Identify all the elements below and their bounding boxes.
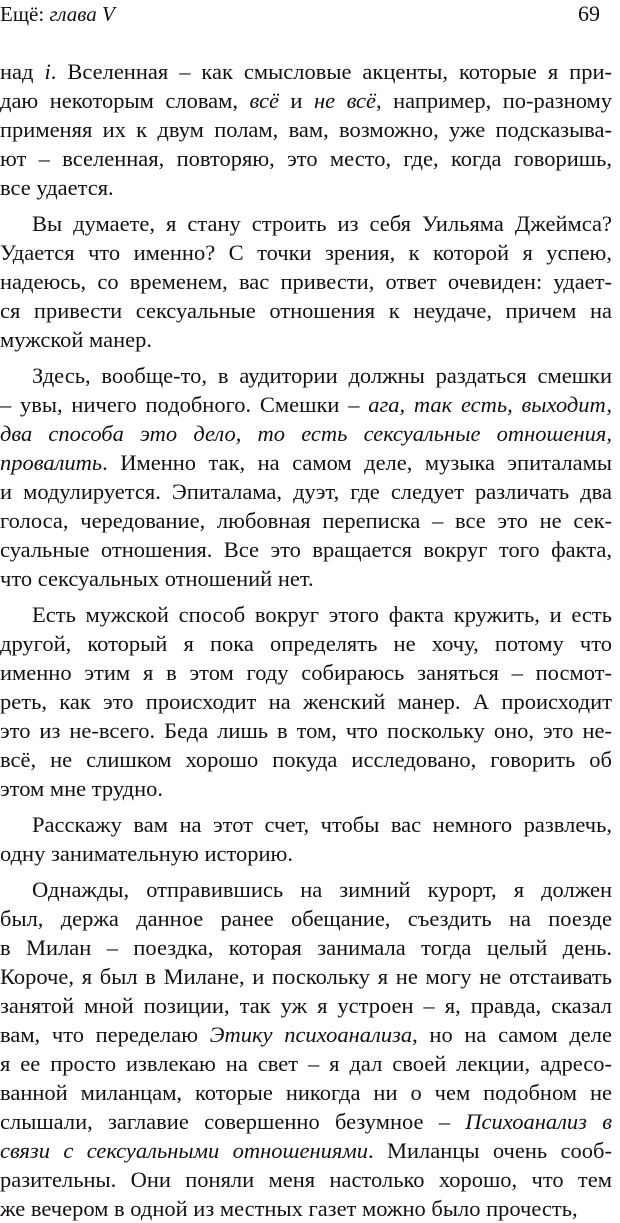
text: всё, не слишком хорошо покуда исследовано, говорить об	[0, 747, 612, 772]
text: же вечером в одной из местных газет можно было прочесть,	[0, 1196, 578, 1221]
text-line	[0, 325, 612, 354]
text-line	[0, 658, 612, 687]
section-prefix: Ещё:	[0, 2, 50, 26]
italic-text: два способа это дело, то есть сексуальные отношения,	[0, 421, 612, 446]
italic-text: ага, так есть, выходит,	[368, 392, 612, 417]
text-line	[0, 144, 612, 173]
text-line	[0, 1049, 612, 1078]
paragraph	[0, 361, 612, 593]
page-number: 69	[578, 1, 600, 26]
text: Есть мужской способ вокруг этого факта кружить, и есть	[32, 602, 612, 627]
text: суальные отношения. Все это вращается вокруг того факта,	[0, 537, 612, 562]
text: . Именно так, на самом деле, музыка эпиталамы	[102, 450, 612, 475]
text-line	[0, 716, 612, 745]
text-line	[0, 687, 612, 716]
section-chapter: глава V	[49, 2, 115, 26]
text: Вы думаете, я стану строить из себя Уильяма Джеймса?	[32, 211, 612, 236]
text-line	[0, 477, 612, 506]
text-line	[0, 745, 612, 774]
text: Короче, я был в Милане, и поскольку я не могу не отстаивать	[0, 964, 612, 989]
text: надеюсь, со временем, вас привести, ответ очевиден: удает-	[0, 269, 612, 294]
text: этом мне трудно.	[0, 776, 164, 801]
text-line	[0, 296, 612, 325]
text-line	[0, 1020, 612, 1049]
text-line	[0, 1136, 612, 1165]
text: ванной миланцам, которые никогда ни о чем подобном не	[0, 1080, 612, 1105]
text-line	[0, 506, 612, 535]
paragraph	[0, 209, 612, 354]
text: именно этим я в этом году собираюсь заняться – посмот-	[0, 660, 612, 685]
text-line	[0, 267, 612, 296]
text: , но на самом деле	[412, 1022, 612, 1047]
italic-text: Психоанализ в	[465, 1109, 612, 1134]
text-line	[0, 361, 612, 390]
text-line	[0, 904, 612, 933]
text-line	[0, 57, 612, 86]
text: даю некоторым словам,	[0, 88, 250, 113]
text-line	[0, 875, 612, 904]
text: все удается.	[0, 175, 114, 200]
text-line	[0, 774, 612, 803]
italic-text: всё	[249, 88, 279, 113]
text: в Милан – поездка, которая занимала тогда целый день.	[0, 935, 612, 960]
text: был, держа данное ранее обещание, съездить на поезде	[0, 906, 612, 931]
italic-text: i	[44, 59, 51, 84]
text: занятой мной позиции, так уж я устроен – я, правда, сказал	[0, 993, 612, 1018]
text-line	[0, 962, 612, 991]
text: другой, который я пока определять не хочу, потому что	[0, 631, 612, 656]
text-line	[0, 810, 612, 839]
text: вам, что переделаю	[0, 1022, 210, 1047]
italic-text: не всё	[313, 88, 377, 113]
text: и	[278, 88, 314, 113]
text: , например, по-разному	[376, 88, 613, 113]
text-line	[0, 390, 612, 419]
text: голоса, чередование, любовная переписка – все это не сек-	[0, 508, 612, 533]
text: реть, как это происходит на женский манер. А происходит	[0, 689, 612, 714]
text: Удается что именно? С точки зрения, к которой я успею,	[0, 240, 612, 265]
text: разительны. Они поняли меня настолько хорошо, что тем	[0, 1167, 612, 1192]
text: что сексуальных отношений нет.	[0, 566, 314, 591]
text-line	[0, 535, 612, 564]
text: мужской манер.	[0, 327, 152, 352]
text: ют – вселенная, повторяю, это место, где, когда говоришь,	[0, 146, 612, 171]
text: слышали, заглавие совершенно безумное –	[0, 1109, 466, 1134]
paragraph	[0, 810, 612, 868]
text: Здесь, вообще-то, в аудитории должны раздаться смешки	[32, 363, 612, 388]
text: применяя их к двум полам, вам, возможно, уже подсказыва-	[0, 117, 612, 142]
text: . Миланцы очень сооб-	[367, 1138, 612, 1163]
text: я ее просто извлекаю на свет – я дал своей лекции, адресо-	[0, 1051, 612, 1076]
text: . Вселенная – как смысловые акценты, которые я при-	[50, 59, 612, 84]
text: Расскажу вам на этот счет, чтобы вас немного развлечь,	[32, 812, 612, 837]
section-title	[0, 3, 115, 25]
text-line	[0, 839, 612, 868]
text: одну занимательную историю.	[0, 841, 293, 866]
running-head	[0, 0, 600, 30]
text-line	[0, 991, 612, 1020]
text: Однажды, отправившись на зимний курорт, я должен	[32, 877, 612, 902]
text-line	[0, 933, 612, 962]
text-line	[0, 209, 612, 238]
text-line	[0, 86, 612, 115]
text-line	[0, 564, 612, 593]
text: и модулируется. Эпиталама, дуэт, где следует различать два	[0, 479, 612, 504]
text-line	[0, 419, 612, 448]
text: это из не-всего. Беда лишь в том, что поскольку оно, это не-	[0, 718, 612, 743]
text-line	[0, 1078, 612, 1107]
italic-text: связи с сексуальными отношениями	[0, 1138, 368, 1163]
paragraph	[0, 875, 612, 1223]
paragraph	[0, 600, 612, 803]
text: ся привести сексуальные отношения к неудаче, причем на	[0, 298, 612, 323]
text-line	[0, 173, 612, 202]
paragraph	[0, 57, 612, 202]
text-line	[0, 629, 612, 658]
text-line	[0, 448, 612, 477]
text-line	[0, 1165, 612, 1194]
text-line	[0, 238, 612, 267]
text: – увы, ничего подобного. Смешки –	[0, 392, 369, 417]
text-line	[0, 600, 612, 629]
italic-text: Этику психоанализа	[209, 1022, 413, 1047]
italic-text: провалить	[0, 450, 103, 475]
text-line	[0, 115, 612, 144]
body-text	[0, 57, 612, 1223]
text: над	[0, 59, 45, 84]
text-line	[0, 1194, 612, 1223]
text-line	[0, 1107, 612, 1136]
